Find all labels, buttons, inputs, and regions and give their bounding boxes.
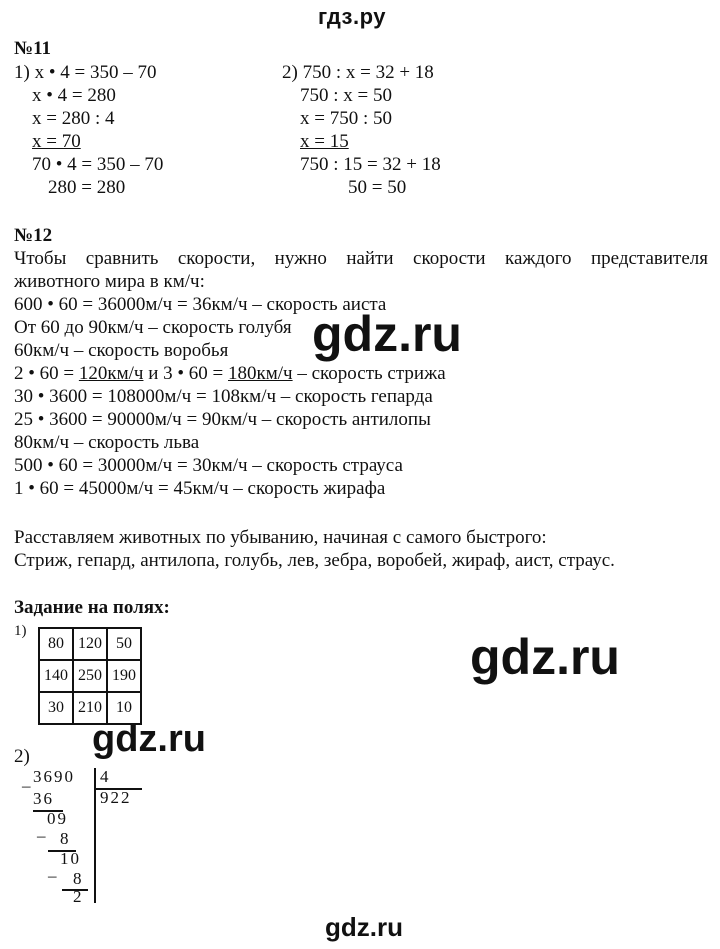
task11-right-line: x = 750 : 50 <box>300 108 392 129</box>
watermark: gdz.ru <box>312 306 462 362</box>
margin-task-label-2: 2) <box>14 746 30 767</box>
task11-left-line: x • 4 = 280 <box>32 85 116 106</box>
division-step: 10 <box>60 849 81 868</box>
task11-left-answer: x = 70 <box>32 131 81 152</box>
grid-cell: 50 <box>107 628 141 660</box>
margin-task-label-1: 1) <box>14 623 27 639</box>
division-step: 36 <box>33 789 54 808</box>
task11-right-check: 50 = 50 <box>348 177 407 198</box>
swift-calc-2: и 3 • 60 = <box>143 363 229 384</box>
task11-left-line: x = 280 : 4 <box>32 108 115 129</box>
task12-line: От 60 до 90км/ч – скорость голубя <box>14 317 292 338</box>
task12-line: 600 • 60 = 36000м/ч = 36км/ч – скорость аиста <box>14 294 387 315</box>
task12-line: 1 • 60 = 45000м/ч = 45км/ч – скорость жирафа <box>14 478 386 499</box>
grid-cell: 210 <box>73 692 107 724</box>
task11-left-line: 1) x • 4 = 350 – 70 <box>14 62 157 83</box>
task11-right-answer: x = 15 <box>300 131 349 152</box>
task11-right-line: 2) 750 : x = 32 + 18 <box>282 62 434 83</box>
minus-sign: – <box>37 826 48 845</box>
division-step: 09 <box>47 809 68 828</box>
division-step: 8 <box>73 869 84 888</box>
task12-line: 60км/ч – скорость воробья <box>14 340 229 361</box>
task11-left-check: 70 • 4 = 350 – 70 <box>32 154 164 175</box>
task11-left-check: 280 = 280 <box>48 177 126 198</box>
grid-cell: 30 <box>39 692 73 724</box>
task12-intro: Чтобы сравнить скорости, нужно найти скорости каждого представителя <box>14 248 708 269</box>
division-step: 2 <box>73 887 84 906</box>
minus-sign: – <box>48 866 59 885</box>
grid-cell: 250 <box>73 660 107 692</box>
swift-result-1: 120км/ч <box>78 363 144 384</box>
watermark: gdz.ru <box>92 718 206 760</box>
dividend: 3690 <box>33 767 75 786</box>
task11-heading: №11 <box>14 38 52 59</box>
divisor: 4 <box>100 767 111 786</box>
task12-line: 25 • 3600 = 90000м/ч = 90км/ч – скорость антилопы <box>14 409 431 430</box>
task11-right-check: 750 : 15 = 32 + 18 <box>300 154 441 175</box>
quotient: 922 <box>100 788 132 807</box>
grid-cell: 190 <box>107 660 141 692</box>
grid-cell: 120 <box>73 628 107 660</box>
watermark: gdz.ru <box>325 912 403 942</box>
task12-order-intro: Расставляем животных по убыванию, начиная с самого быстрого: <box>14 527 547 548</box>
margin-task-heading: Задание на полях: <box>14 597 170 618</box>
task12-order-result: Стриж, гепард, антилопа, голубь, лев, зебра, воробей, жираф, аист, страус. <box>14 550 615 571</box>
task12-heading: №12 <box>14 225 53 246</box>
watermark: gdz.ru <box>470 629 620 685</box>
task12-line-swift <box>14 363 446 385</box>
swift-result-2: 180км/ч <box>228 363 293 384</box>
task12-intro: животного мира в км/ч: <box>14 271 205 292</box>
minus-sign: – <box>22 776 33 795</box>
magic-square <box>38 627 142 725</box>
division-step: 8 <box>60 829 71 848</box>
grid-cell: 140 <box>39 660 73 692</box>
task12-line: 30 • 3600 = 108000м/ч = 108км/ч – скорость гепарда <box>14 386 433 407</box>
grid-cell: 10 <box>107 692 141 724</box>
swift-calc-1: 2 • 60 = <box>14 363 79 384</box>
task12-line: 500 • 60 = 30000м/ч = 30км/ч – скорость страуса <box>14 455 403 476</box>
site-title: гдз.ру <box>318 4 386 29</box>
task12-line: 80км/ч – скорость льва <box>14 432 200 453</box>
swift-label: – скорость стрижа <box>292 363 446 384</box>
task11-right-line: 750 : x = 50 <box>300 85 392 106</box>
grid-cell: 80 <box>39 628 73 660</box>
